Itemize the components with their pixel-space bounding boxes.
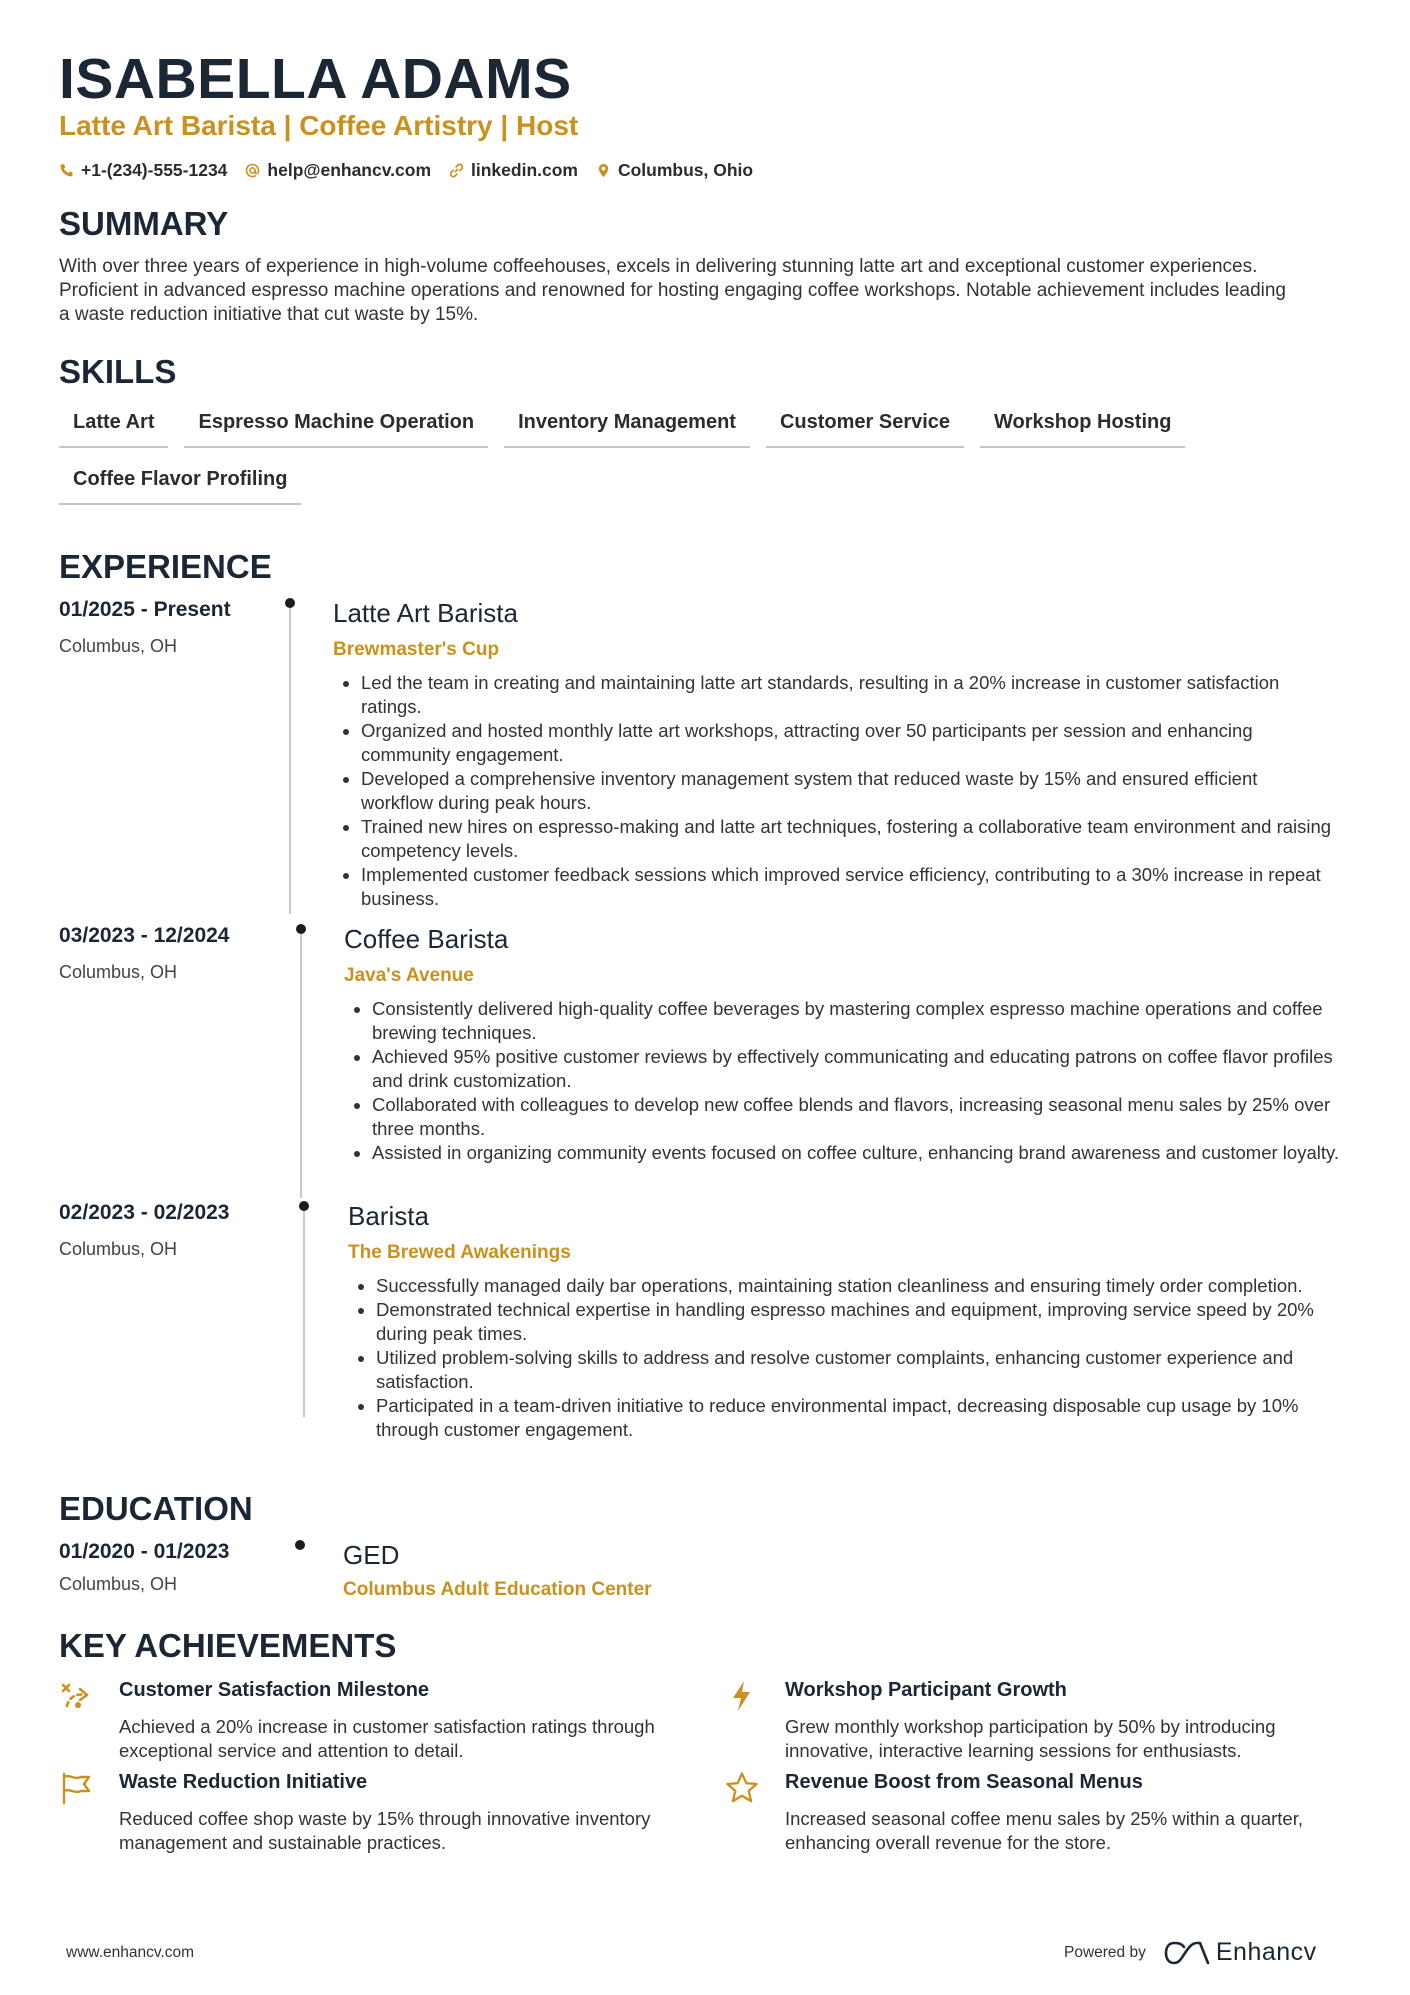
summary-heading: SUMMARY — [59, 205, 229, 242]
contact-phone[interactable] — [59, 160, 227, 181]
experience-role: Latte Art Barista — [333, 598, 518, 628]
experience-bullet: • Achieved 95% positive customer reviews by effectively communicating and educating patrons on coffee flavor profiles and drink customization. — [372, 1045, 1344, 1093]
education-details — [343, 1540, 1143, 1601]
experience-bullet: • Implemented customer feedback sessions which improved service efficiency, contributing to a 30% increase in repeat business. — [361, 863, 1333, 911]
skills-heading: SKILLS — [59, 353, 177, 390]
candidate-name: ISABELLA ADAMS — [59, 47, 572, 111]
contact-location — [596, 160, 753, 181]
education-school: Columbus Adult Education Center — [343, 1579, 652, 1600]
skill-tag: Inventory Management — [504, 405, 750, 448]
at-icon — [245, 163, 260, 178]
location-pin-icon — [596, 163, 611, 178]
phone-icon — [59, 163, 74, 178]
skill-tag: Customer Service — [766, 405, 964, 448]
timeline-dot — [295, 1540, 305, 1550]
timeline-dot — [296, 924, 306, 934]
experience-bullet: • Trained new hires on espresso-making and latte art techniques, fostering a collaborative team environment and raising competency levels. — [361, 815, 1333, 863]
achievement-description: Grew monthly workshop participation by 50% by introducing innovative, interactive learning sessions for enthusiasts. — [785, 1716, 1276, 1761]
experience-bullet: • Developed a comprehensive inventory management system that reduced waste by 15% and ensured efficient workflow during peak hours. — [361, 767, 1333, 815]
contact-phone-text: +1-(234)-555-1234 — [81, 160, 228, 180]
experience-role: Coffee Barista — [344, 924, 509, 954]
experience-bullet: • Utilized problem-solving skills to address and resolve customer complaints, enhancing customer experience and satisfaction. — [376, 1346, 1348, 1394]
contact-location-text: Columbus, Ohio — [617, 160, 754, 180]
education-heading: EDUCATION — [59, 1490, 253, 1527]
experience-bullet: • Successfully managed daily bar operations, maintaining station cleanliness and ensuring timely order completion. — [376, 1274, 1348, 1298]
contact-bar — [59, 160, 753, 181]
skill-tag: Coffee Flavor Profiling — [59, 462, 301, 505]
education-degree: GED — [343, 1540, 400, 1570]
tactic-icon — [59, 1679, 93, 1713]
contact-linkedin-text: linkedin.com — [471, 160, 578, 180]
flag-icon — [59, 1771, 93, 1805]
skill-tag: Workshop Hosting — [980, 405, 1185, 448]
footer-branding — [1064, 1938, 1317, 1967]
enhancv-logo-icon — [1164, 1940, 1210, 1966]
experience-meta — [59, 598, 231, 657]
contact-email[interactable] — [245, 160, 431, 181]
experience-bullet: • Organized and hosted monthly latte art workshops, attracting over 50 participants per session and enhancing community engagement. — [361, 719, 1333, 767]
experience-meta — [59, 1201, 229, 1260]
candidate-headline: Latte Art Barista | Coffee Artistry | Host — [59, 110, 579, 141]
contact-linkedin[interactable] — [449, 160, 578, 181]
experience-bullet: • Demonstrated technical expertise in handling espresso machines and equipment, improving service speed by 20% during peak times. — [376, 1298, 1348, 1346]
timeline-line — [300, 934, 302, 1198]
experience-company: The Brewed Awakenings — [348, 1242, 571, 1263]
experience-bullet: • Assisted in organizing community events focused on coffee culture, enhancing brand awareness and customer loyalty. — [372, 1141, 1344, 1165]
achievement-description: Reduced coffee shop waste by 15% through innovative inventory management and sustainable practices. — [119, 1808, 651, 1853]
experience-entry — [59, 1201, 1359, 1481]
experience-location: Columbus, OH — [59, 636, 178, 656]
experience-heading: EXPERIENCE — [59, 548, 272, 585]
experience-entry — [59, 598, 1359, 914]
experience-entry — [59, 924, 1359, 1194]
skills-list — [59, 405, 1359, 505]
education-meta — [59, 1540, 229, 1595]
education-entry — [59, 1540, 1359, 1600]
experience-bullet: • Consistently delivered high-quality coffee beverages by mastering complex espresso machine operations and coffee brewing techniques. — [372, 997, 1344, 1045]
timeline-dot — [299, 1201, 309, 1211]
experience-bullet: • Participated in a team-driven initiative to reduce environmental impact, decreasing disposable cup usage by 10% through customer engagement. — [376, 1394, 1348, 1442]
experience-location: Columbus, OH — [59, 962, 178, 982]
skill-tag: Espresso Machine Operation — [184, 405, 488, 448]
achievement-title: Revenue Boost from Seasonal Menus — [785, 1771, 1143, 1793]
skill-tag: Latte Art — [59, 405, 168, 448]
summary-text: With over three years of experience in high-volume coffeehouses, excels in delivering stunning latte art and exceptional customer experiences. Proficient in advanced espresso machine operations and renowned for hosting engaging coffee workshops. Notable achievement includes leading a waste reduction initiative that cut waste by 15%. — [59, 256, 1286, 325]
timeline-dot — [285, 598, 295, 608]
lightning-icon — [725, 1679, 759, 1713]
achievement-description: Achieved a 20% increase in customer satisfaction ratings through exceptional service and attention to detail. — [119, 1716, 655, 1761]
brand-name: Enhancv — [1215, 1938, 1317, 1966]
achievement-title: Waste Reduction Initiative — [119, 1771, 368, 1793]
contact-email-text: help@enhancv.com — [267, 160, 432, 180]
achievements-heading: KEY ACHIEVEMENTS — [59, 1627, 397, 1664]
experience-role: Barista — [348, 1201, 429, 1231]
achievement-title: Workshop Participant Growth — [785, 1679, 1067, 1701]
achievement-title: Customer Satisfaction Milestone — [119, 1679, 430, 1701]
footer-website[interactable]: www.enhancv.com — [66, 1944, 195, 1961]
timeline-line — [289, 608, 291, 914]
experience-dates: 01/2025 - Present — [59, 598, 231, 621]
star-icon — [725, 1771, 759, 1805]
experience-details — [348, 1201, 1348, 1442]
experience-bullets — [344, 997, 1344, 1165]
link-icon — [449, 163, 464, 178]
experience-company: Brewmaster's Cup — [333, 639, 500, 660]
experience-dates: 03/2023 - 12/2024 — [59, 924, 230, 947]
brand-logo[interactable] — [1164, 1938, 1317, 1967]
experience-bullets — [348, 1274, 1348, 1442]
experience-company: Java's Avenue — [344, 965, 474, 986]
experience-details — [344, 924, 1344, 1165]
experience-dates: 02/2023 - 02/2023 — [59, 1201, 230, 1224]
timeline-line — [303, 1211, 305, 1417]
experience-location: Columbus, OH — [59, 1239, 178, 1259]
education-dates: 01/2020 - 01/2023 — [59, 1540, 230, 1563]
powered-by-label: Powered by — [1064, 1943, 1146, 1961]
education-location: Columbus, OH — [59, 1574, 178, 1594]
experience-bullet: • Led the team in creating and maintaining latte art standards, resulting in a 20% increase in customer satisfaction ratings. — [361, 671, 1333, 719]
experience-details — [333, 598, 1333, 911]
achievement-description: Increased seasonal coffee menu sales by 25% within a quarter, enhancing overall revenue for the store. — [785, 1808, 1303, 1853]
experience-meta — [59, 924, 229, 983]
experience-bullet: • Collaborated with colleagues to develop new coffee blends and flavors, increasing seasonal menu sales by 25% over three months. — [372, 1093, 1344, 1141]
experience-bullets — [333, 671, 1333, 911]
